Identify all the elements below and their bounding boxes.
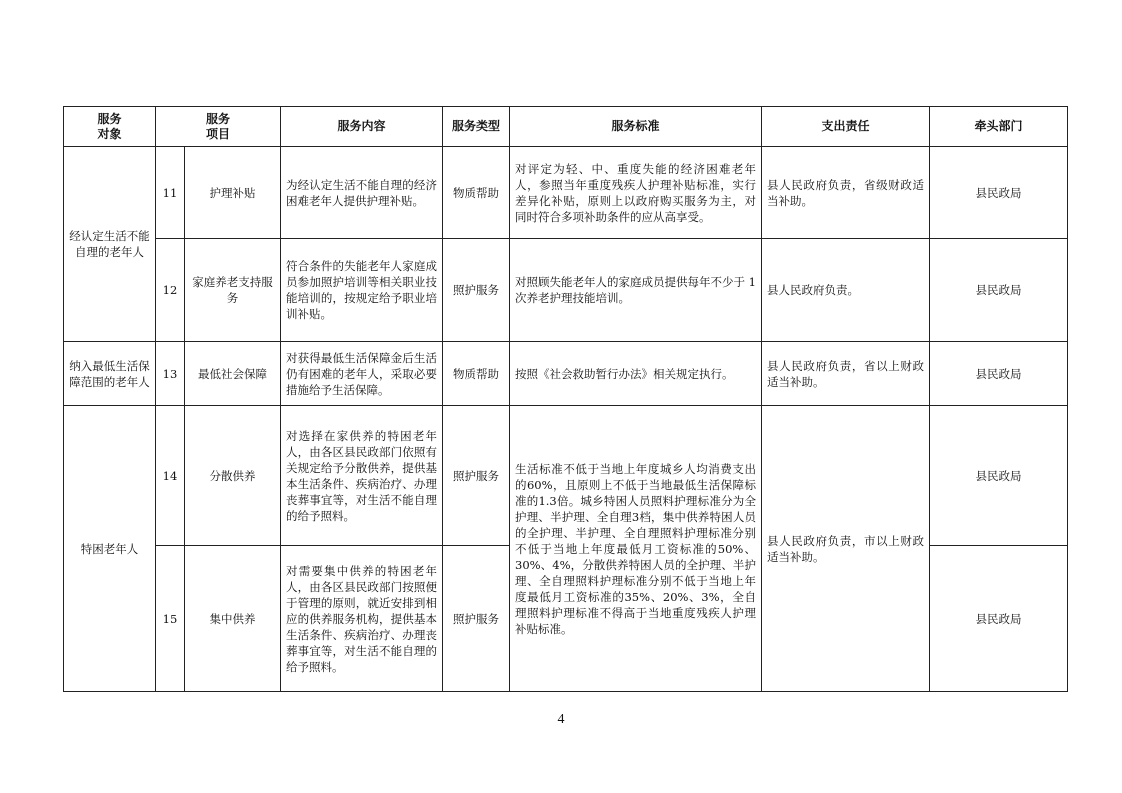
header-content: 服务内容 bbox=[281, 107, 443, 147]
group-target-cell: 特困老年人 bbox=[64, 406, 156, 692]
table-row bbox=[64, 342, 1068, 406]
header-target: 服务 对象 bbox=[64, 107, 156, 147]
table-row bbox=[64, 239, 1068, 342]
service-item: 分散供养 bbox=[185, 406, 281, 546]
expense-responsibility: 县人民政府负责，省级财政适当补助。 bbox=[762, 147, 930, 239]
service-type: 照护服务 bbox=[443, 406, 510, 546]
group-target-cell: 纳入最低生活保障范围的老年人 bbox=[64, 342, 156, 406]
table-row bbox=[64, 406, 1068, 546]
row-number: 15 bbox=[156, 546, 185, 692]
lead-department: 县民政局 bbox=[930, 546, 1068, 692]
service-standard: 生活标准不低于当地上年度城乡人均消费支出的60%，且原则上不低于当地最低生活保障标准的1.3倍。城乡特困人员照料护理标准分为全护理、半护理、全自理3档，集中供养特困人员的全护理、半护理、全自理照料护理标准分别不低于当地上年度最低月工资标准的50%、30%、4%，分散供养特困人员的全护理、半护理、全自理照料护理标准分别不低于当地上年度最低月工资标准的35%、20%、3%，全自理照料护理标准不得高于当地重度残疾人护理补贴标准。 bbox=[510, 406, 762, 692]
expense-responsibility: 县人民政府负责。 bbox=[762, 239, 930, 342]
service-table bbox=[63, 106, 1068, 692]
row-number: 11 bbox=[156, 147, 185, 239]
service-type: 照护服务 bbox=[443, 546, 510, 692]
service-type: 物质帮助 bbox=[443, 342, 510, 406]
service-item: 护理补贴 bbox=[185, 147, 281, 239]
lead-department: 县民政局 bbox=[930, 342, 1068, 406]
lead-department: 县民政局 bbox=[930, 239, 1068, 342]
lead-department: 县民政局 bbox=[930, 147, 1068, 239]
header-expense: 支出责任 bbox=[762, 107, 930, 147]
service-content: 对需要集中供养的特困老年人，由各区县民政部门按照便于管理的原则，就近安排到相应的供养服务机构，提供基本生活条件、疾病治疗、办理丧葬事宜等，对生活不能自理的给予照料。 bbox=[281, 546, 443, 692]
row-number: 13 bbox=[156, 342, 185, 406]
expense-responsibility: 县人民政府负责，市以上财政适当补助。 bbox=[762, 406, 930, 692]
row-number: 12 bbox=[156, 239, 185, 342]
table-header-row bbox=[64, 107, 1068, 147]
group-target-cell: 经认定生活不能自理的老年人 bbox=[64, 147, 156, 342]
service-standard: 对评定为轻、中、重度失能的经济困难老年人，参照当年重度残疾人护理补贴标准，实行差异化补贴，原则上以政府购买服务为主，对同时符合多项补助条件的应从高享受。 bbox=[510, 147, 762, 239]
service-content: 对获得最低生活保障金后生活仍有困难的老年人，采取必要措施给予生活保障。 bbox=[281, 342, 443, 406]
row-number: 14 bbox=[156, 406, 185, 546]
lead-department: 县民政局 bbox=[930, 406, 1068, 546]
service-standard: 按照《社会救助暂行办法》相关规定执行。 bbox=[510, 342, 762, 406]
expense-responsibility: 县人民政府负责，省以上财政适当补助。 bbox=[762, 342, 930, 406]
header-item: 服务 项目 bbox=[156, 107, 281, 147]
service-item: 最低社会保障 bbox=[185, 342, 281, 406]
table-row bbox=[64, 147, 1068, 239]
page-number: 4 bbox=[557, 712, 565, 727]
service-content: 符合条件的失能老年人家庭成员参加照护培训等相关职业技能培训的，按规定给予职业培训补贴。 bbox=[281, 239, 443, 342]
service-item: 家庭养老支持服务 bbox=[185, 239, 281, 342]
service-type: 物质帮助 bbox=[443, 147, 510, 239]
service-type: 照护服务 bbox=[443, 239, 510, 342]
service-item: 集中供养 bbox=[185, 546, 281, 692]
header-standard: 服务标准 bbox=[510, 107, 762, 147]
header-lead: 牵头部门 bbox=[930, 107, 1068, 147]
service-content: 为经认定生活不能自理的经济困难老年人提供护理补贴。 bbox=[281, 147, 443, 239]
service-standard: 对照顾失能老年人的家庭成员提供每年不少于 1 次养老护理技能培训。 bbox=[510, 239, 762, 342]
service-content: 对选择在家供养的特困老年人，由各区县民政部门依照有关规定给予分散供养，提供基本生活条件、疾病治疗、办理丧葬事宜等，对生活不能自理的给予照料。 bbox=[281, 406, 443, 546]
header-type: 服务类型 bbox=[443, 107, 510, 147]
